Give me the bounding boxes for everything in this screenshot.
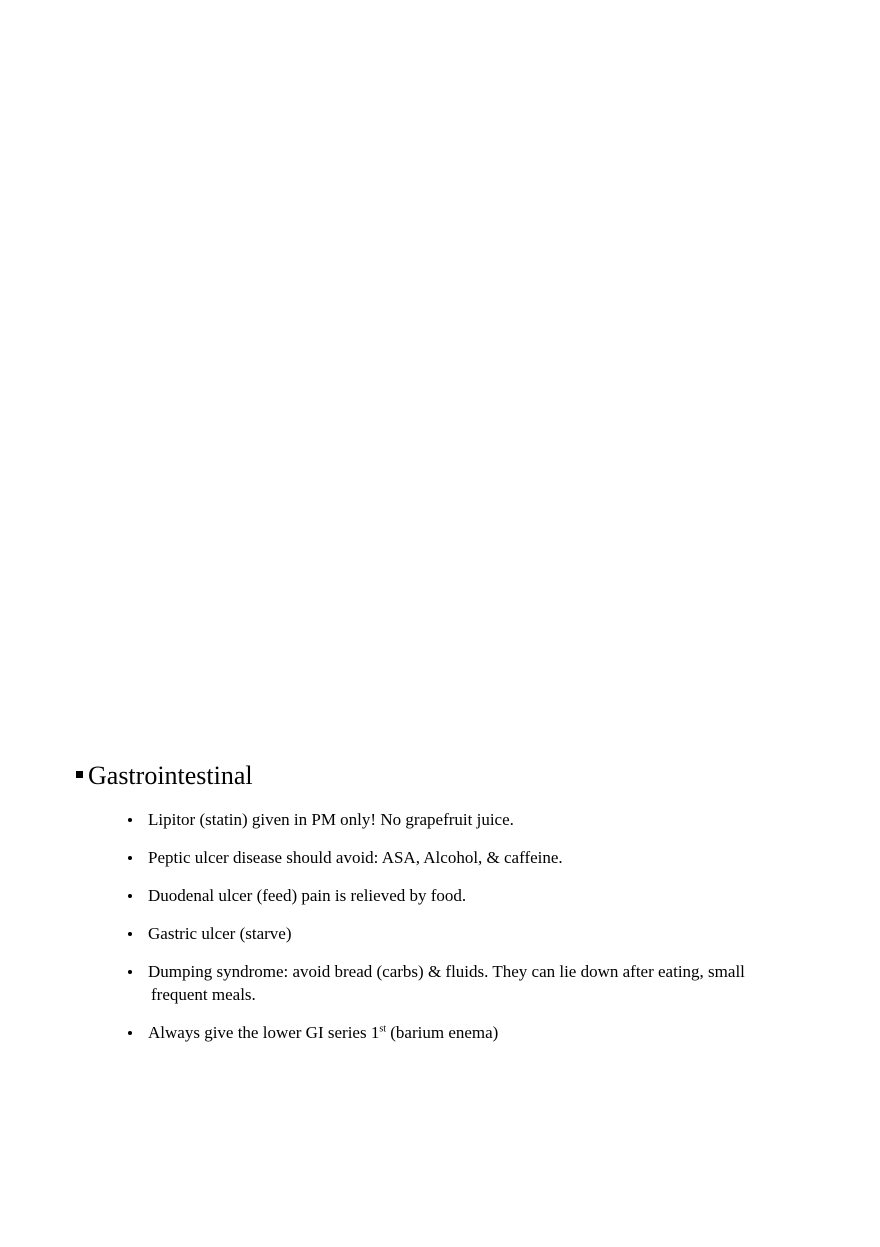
bullet-dot-icon [128, 970, 132, 974]
bullet-dot-icon [128, 856, 132, 860]
list-item-text: Gastric ulcer (starve) [148, 924, 292, 943]
list-item-text [148, 962, 796, 1006]
bullet-dot-icon [128, 894, 132, 898]
ordinal-suffix: st [379, 1023, 386, 1035]
list-item [76, 808, 796, 831]
section-title: Gastrointestinal [88, 761, 253, 790]
list-item-text-line1: Dumping syndrome: avoid bread (carbs) & fluids. They can lie down after eating, small [148, 962, 745, 981]
list-item [76, 846, 796, 869]
bullet-dot-icon [128, 932, 132, 936]
list-item [76, 960, 796, 1006]
list-item-text: Peptic ulcer disease should avoid: ASA, Alcohol, & caffeine. [148, 848, 563, 867]
bullet-list [76, 808, 796, 1044]
list-item-text: Lipitor (statin) given in PM only! No grapefruit juice. [148, 810, 514, 829]
square-bullet-icon [76, 771, 83, 778]
list-item-text-line2: frequent meals. [151, 985, 256, 1004]
bullet-dot-icon [128, 818, 132, 822]
list-item-text: Duodenal ulcer (feed) pain is relieved by food. [148, 886, 467, 905]
list-item-text-before: Always give the lower GI series 1 [148, 1023, 380, 1042]
list-item [76, 884, 796, 907]
section-heading [76, 759, 796, 793]
list-item [76, 922, 796, 945]
bullet-dot-icon [128, 1031, 132, 1035]
list-item-text-after: (barium enema) [386, 1023, 499, 1042]
list-item [76, 1021, 796, 1044]
list-item-text [148, 1023, 498, 1042]
gastrointestinal-section [76, 759, 796, 1059]
